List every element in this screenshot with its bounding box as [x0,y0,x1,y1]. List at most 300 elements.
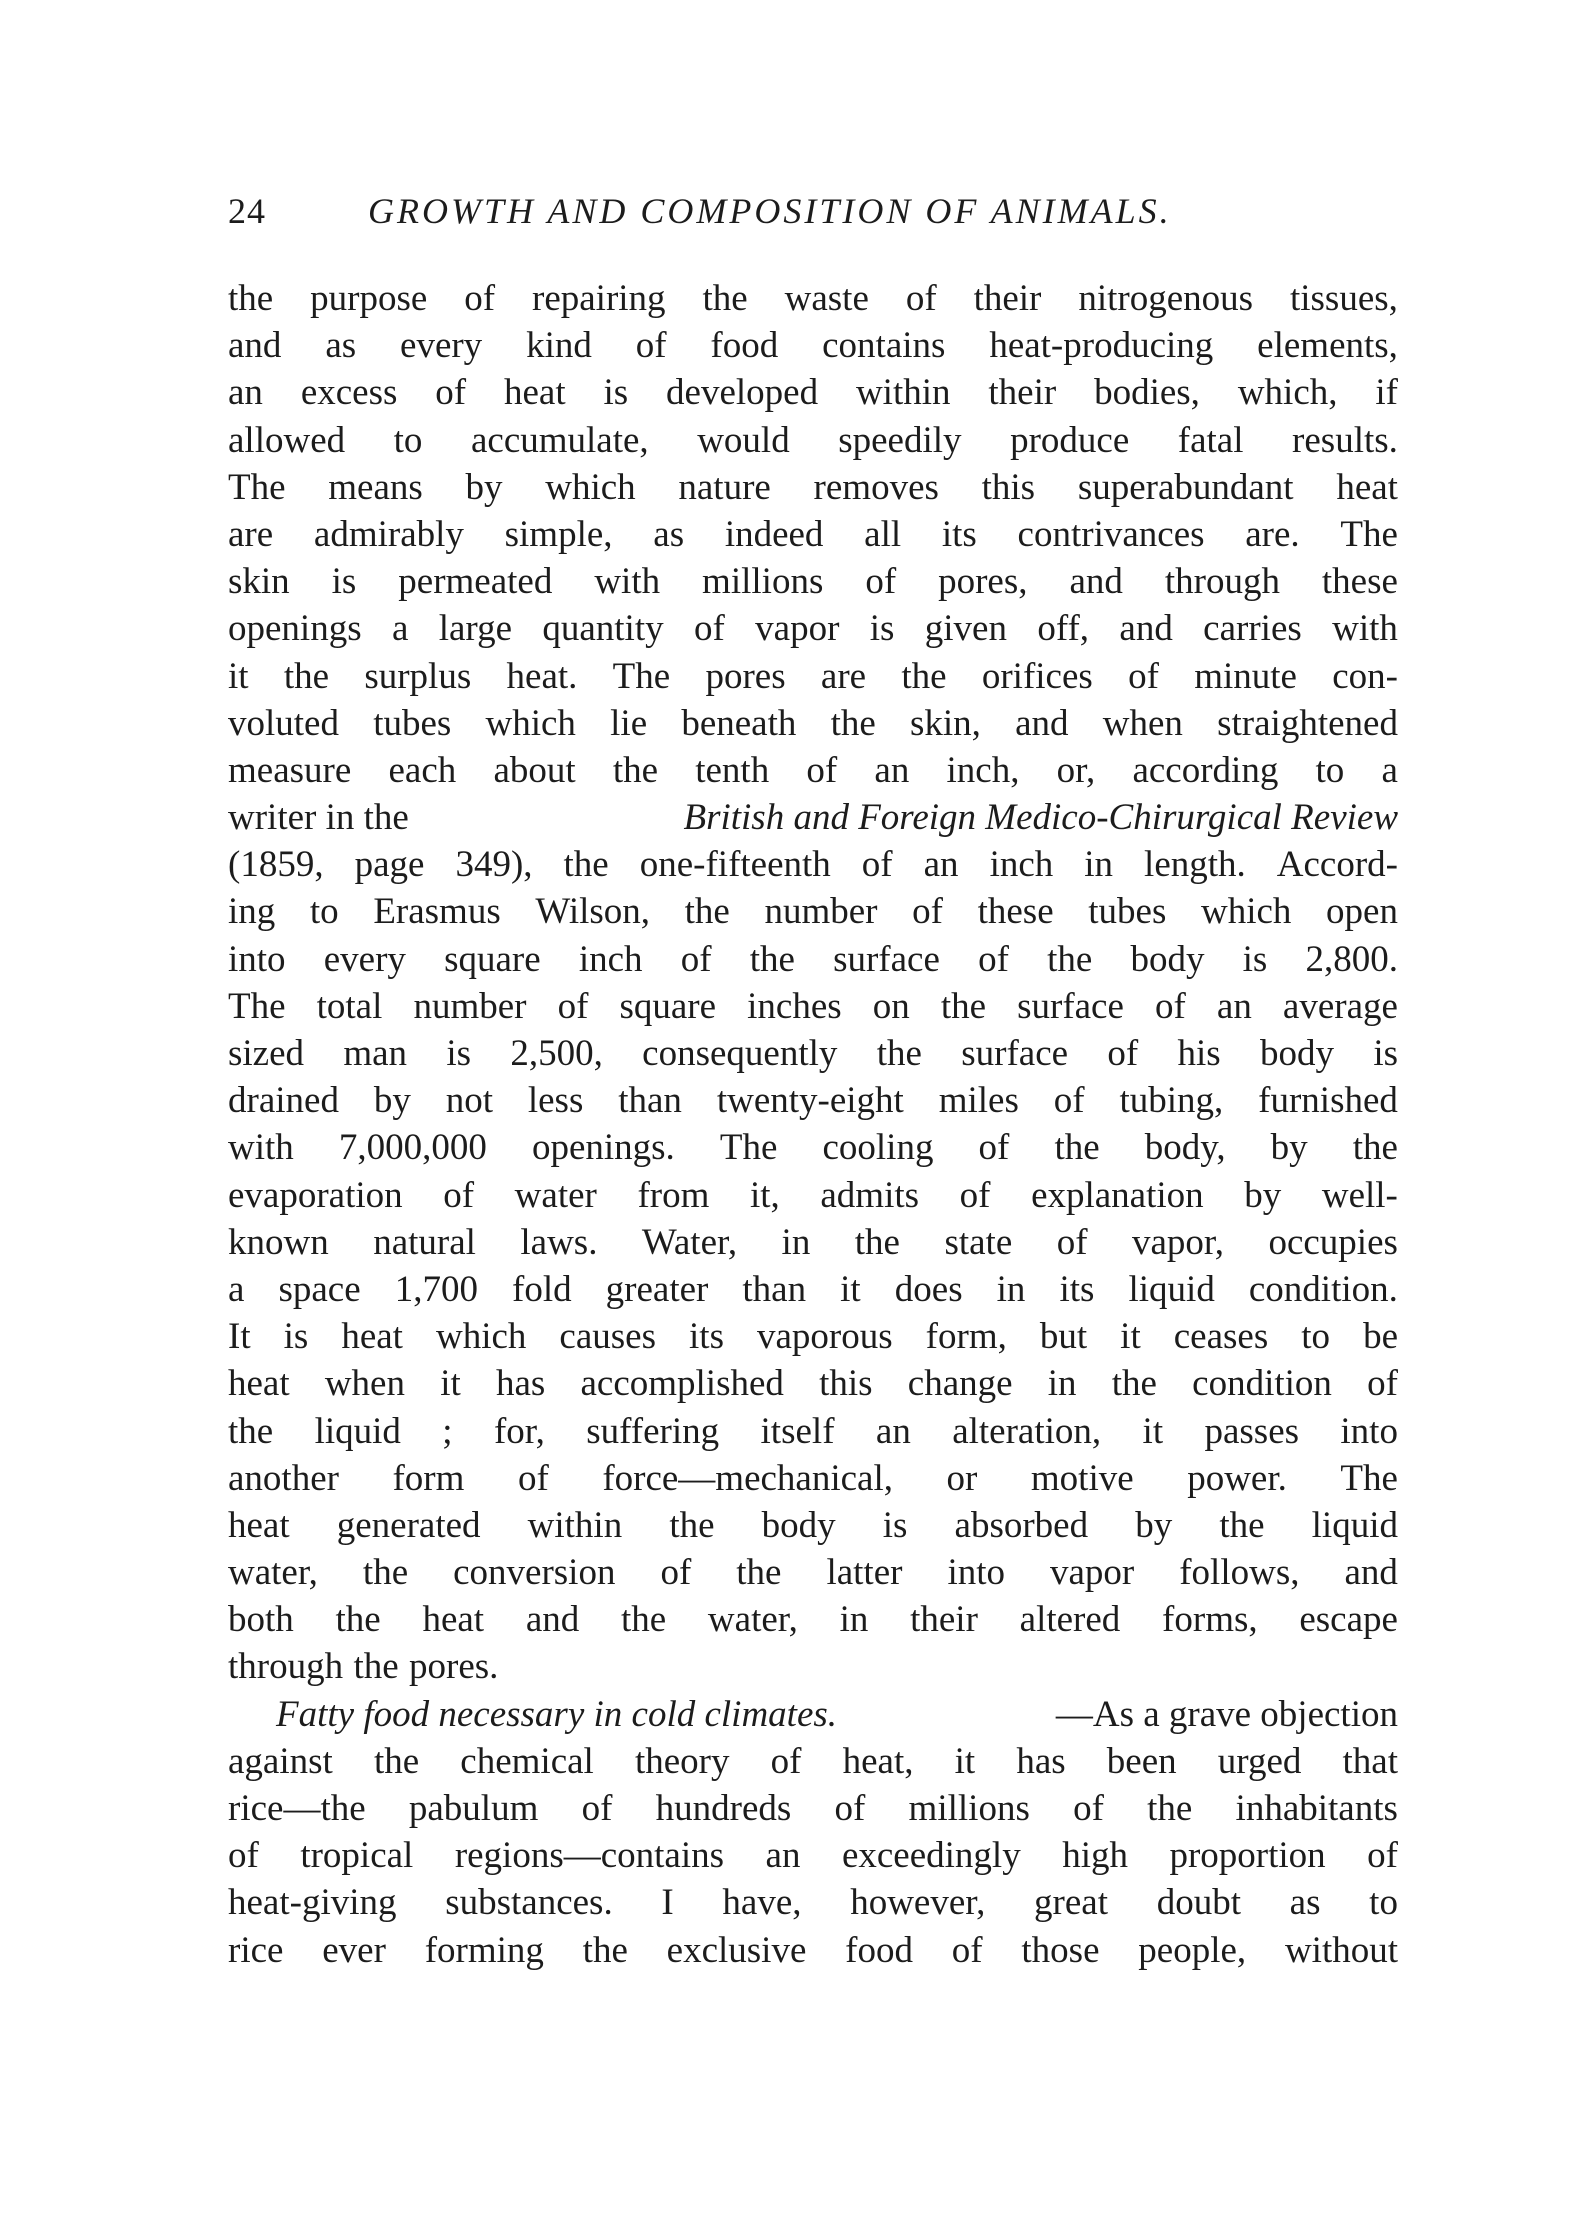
text-line [228,1219,1398,1266]
text-line [228,369,1398,416]
word: one-fifteenth [639,844,831,886]
word: and [1015,702,1069,744]
word: by [1270,1127,1308,1169]
word: contrivances [1017,513,1205,555]
word: by [1244,1174,1282,1216]
word: results. [1292,419,1398,461]
word: tenth [695,749,770,791]
word: with [228,1127,294,1169]
text-line [228,700,1398,747]
word: millions [908,1788,1030,1829]
word: twenty-eight [716,1080,904,1122]
word: force—mechanical, [602,1457,894,1499]
word: repairing [532,278,666,319]
word: is [446,1033,472,1074]
word: surface [1017,985,1124,1027]
word: water, [228,1552,318,1594]
text-line [228,275,1398,322]
word: surface [961,1033,1069,1074]
word: it [440,1363,461,1405]
word: within [527,1504,623,1546]
word: and [1344,1552,1398,1594]
word: the [854,1221,900,1263]
word: Accord- [1276,844,1398,886]
text-line [228,1502,1398,1549]
word: with [594,561,661,603]
word: cooling [822,1127,934,1169]
word: tropical [300,1835,414,1877]
paragraph-last-line [228,1643,1398,1690]
word: skin [228,561,290,603]
word: to [1301,1316,1331,1358]
word: admits [820,1174,920,1216]
word: of [1073,1788,1104,1829]
word: of [959,1174,991,1216]
word: heat-giving [228,1882,397,1924]
word: openings [228,608,362,650]
word: as [653,513,685,555]
word: each [388,749,457,791]
word: the [1147,1788,1193,1829]
word: evaporation [228,1174,403,1216]
text-line [228,322,1398,369]
word: which [485,702,576,744]
word: fold [512,1268,572,1310]
word: accumulate, [470,419,649,461]
word: which [1200,891,1292,933]
word: water, [707,1599,798,1641]
word: would [697,419,790,461]
word: of [1367,1835,1398,1877]
text-line [228,1455,1398,1502]
word: nitrogenous [1078,278,1254,319]
word: condition [1192,1363,1332,1405]
word: off, [1037,608,1090,650]
word: Water, [641,1221,738,1263]
word: not [445,1080,493,1122]
word: produce [1010,419,1130,461]
word: an [1216,985,1252,1027]
word: it [1142,1410,1164,1452]
text-line [228,605,1398,652]
word: Erasmus [373,891,501,933]
word: form, [925,1316,1007,1358]
word: every [323,938,406,980]
word: an [875,1410,911,1452]
word: causes [559,1316,656,1358]
word: proportion [1169,1835,1326,1877]
word: inch, [946,749,1020,791]
text-line [228,1124,1398,1171]
word: the [1219,1504,1265,1546]
word: it [1120,1316,1141,1358]
word: of [806,749,838,791]
word: greater [605,1268,709,1310]
word: alteration, [952,1410,1102,1452]
word: the [749,938,795,980]
word: theory [634,1740,730,1782]
word: surplus [364,655,472,697]
word: the [373,1740,420,1782]
word: by [373,1080,411,1122]
word: body, [1144,1127,1226,1169]
word: pores. [409,1646,499,1688]
word: given [924,608,1007,650]
word: excess [300,372,398,414]
word: space [278,1268,361,1310]
text-line [228,1408,1398,1455]
word: heat, [842,1740,914,1782]
word: straightened [1217,702,1398,744]
word: forming [424,1929,544,1971]
word: of [865,561,897,603]
word: into [1340,1410,1398,1452]
word: ; [442,1410,453,1452]
word: liquid [314,1410,401,1452]
word: state [944,1221,1013,1263]
text-line [228,1266,1398,1313]
word: those [1021,1929,1100,1971]
word: consequently [642,1033,838,1074]
word: laws. [520,1221,598,1263]
word: number [764,891,878,933]
word: inch [989,844,1054,886]
word: ing [228,891,276,933]
word: tubes [373,702,452,744]
word: bodies, [1094,372,1200,414]
word: square [619,985,717,1027]
word: it [228,655,249,697]
word: speedily [838,419,962,461]
word: the [736,1552,782,1594]
word: (1859, [228,844,324,886]
word: is [331,561,357,603]
text-line [228,1313,1398,1360]
word: that [1342,1740,1398,1782]
word: explanation [1031,1174,1204,1216]
word: the [563,844,609,886]
word: has [495,1363,546,1405]
word: its [941,513,977,555]
word: 1,700 [394,1268,478,1310]
word: rice—the [228,1788,366,1829]
word: length. [1144,844,1246,886]
word: page [354,844,425,886]
word: does [894,1268,963,1310]
word: square [444,938,541,980]
text-line [228,1030,1398,1077]
word: 2,500, [510,1033,603,1074]
word: these [977,891,1054,933]
word: by [1135,1504,1173,1546]
word: inch [578,938,643,980]
word: allowed [228,419,346,461]
word: well- [1321,1174,1398,1216]
word: an [765,1835,801,1877]
word: change [907,1363,1013,1405]
text-line [228,1738,1398,1785]
word: itself [760,1410,835,1452]
word: is [1242,938,1268,980]
word: motive [1030,1457,1134,1499]
word: in [1084,844,1114,886]
word: fatal [1177,419,1244,461]
word: liquid [1128,1268,1215,1310]
word: to [309,891,339,933]
word: the [612,749,659,791]
word: of [1367,1363,1398,1405]
text-line [228,1832,1398,1879]
word: without [1284,1929,1398,1971]
word: regions—contains [454,1835,725,1877]
word: is [283,1316,309,1358]
word: pabulum [408,1788,539,1829]
word: number [413,985,527,1027]
word: a [1381,749,1398,791]
word: the [228,1410,274,1452]
word: another [228,1457,339,1499]
word: of [1107,1033,1139,1074]
word: or, [1056,749,1096,791]
word: beneath [681,702,797,744]
word: The [228,985,286,1027]
word: and [1119,608,1173,650]
word: con- [1332,655,1398,697]
word: of [834,1788,866,1829]
word: the [901,655,947,697]
word: voluted [228,702,339,744]
word: this [819,1363,873,1405]
word: with [1332,608,1398,650]
word: measure [228,749,352,791]
word: waste [784,278,869,319]
word: this [981,466,1036,508]
word: has [1016,1740,1066,1782]
word: elements, [1257,325,1398,367]
word: It [228,1316,251,1358]
word: than [618,1080,682,1122]
text-line [228,558,1398,605]
word: which, [1237,372,1338,414]
word: kind [526,325,592,367]
word: heat [228,1504,290,1546]
word: inches [747,985,842,1027]
word: body [1260,1033,1334,1074]
word: the [669,1504,715,1546]
word: body [1130,938,1205,980]
word: orifices [981,655,1093,697]
word: The [1340,1457,1398,1499]
word: in [1047,1363,1077,1405]
word: the [1111,1363,1157,1405]
word: permeated [398,561,553,603]
word: tubing, [1119,1080,1224,1122]
word: lie [610,702,648,744]
word: follows, [1179,1552,1300,1594]
word: is [882,1504,908,1546]
word: the [702,278,748,319]
word: surface [833,938,940,980]
word: heat [341,1316,403,1358]
word: heat [422,1599,485,1641]
word: altered [1019,1599,1121,1641]
word: be [1363,1316,1398,1358]
word: and [228,325,282,367]
word: of [660,1552,692,1594]
section-heading-line [228,1691,1398,1738]
text-line [228,1785,1398,1832]
word: as [1289,1882,1321,1924]
word: the [876,1033,922,1074]
text-line [228,1077,1398,1124]
word: the [620,1599,667,1641]
word: removes [813,466,939,508]
word: of [228,1835,259,1877]
word: people, [1138,1929,1247,1971]
word: the [582,1929,628,1971]
text-line [228,511,1398,558]
word: conversion [453,1552,616,1594]
word: body [761,1504,836,1546]
word: ceases [1173,1316,1269,1358]
word: tissues, [1289,278,1398,319]
running-title: GROWTH AND COMPOSITION OF ANIMALS. [368,191,1172,231]
word: in [996,1268,1026,1310]
word: or [946,1457,978,1499]
word: purpose [310,278,428,319]
word: heat-producing [989,325,1214,367]
word: ever [322,1929,386,1971]
text-line [228,1549,1398,1596]
word: latter [826,1552,903,1594]
word: of [557,985,589,1027]
word: heat [503,372,566,414]
word: the [1047,938,1093,980]
word: its [1059,1268,1095,1310]
word: on [872,985,910,1027]
word: nature [678,466,771,508]
word: which [435,1316,527,1358]
word: openings. [531,1127,675,1169]
word: every [400,325,483,367]
word: of [635,325,667,367]
word: I [661,1882,674,1924]
word: into [947,1552,1006,1594]
word: 2,800. [1305,938,1398,980]
word: The [228,466,286,508]
body-text [228,275,1398,1974]
word: urged [1217,1740,1302,1782]
word: been [1106,1740,1177,1782]
word: escape [1299,1599,1398,1641]
page-number: 24 [228,191,266,231]
word: inhabitants [1235,1788,1398,1829]
word: 7,000,000 [338,1127,487,1169]
word: than [742,1268,807,1310]
word: simple, [504,513,613,555]
word: of [1053,1080,1085,1122]
word: less [527,1080,584,1122]
journal-title: British and Foreign Medico-Chirurgical Review [683,797,1398,839]
word: are. [1245,513,1300,555]
word: sized [228,1033,305,1074]
word: food [845,1929,913,1971]
word: high [1062,1835,1128,1877]
word: a [228,1268,245,1310]
word: condition. [1248,1268,1398,1310]
word: to [1369,1882,1398,1924]
word: of [1128,655,1159,697]
word: of [978,938,1009,980]
section-heading: Fatty food necessary in cold climates. [276,1693,838,1735]
word: average [1282,985,1398,1027]
word: their [910,1599,978,1641]
word: millions [702,561,824,603]
word: furnished [1258,1080,1398,1122]
word: of [912,891,943,933]
word: the [362,1552,409,1594]
word: the [684,891,730,933]
word: and [1069,561,1123,603]
word: for, [493,1410,545,1452]
word: an [874,749,910,791]
word: through [228,1646,344,1688]
word: forms, [1162,1599,1258,1641]
word: man [343,1033,408,1074]
word: of [443,1174,475,1216]
word: contains [822,325,946,367]
word: exceedingly [841,1835,1021,1877]
word: absorbed [954,1504,1089,1546]
word: the [1054,1127,1100,1169]
word: developed [666,372,819,414]
text-line-with-citation [228,794,1398,841]
word: heat [1336,466,1398,508]
word: but [1039,1316,1088,1358]
word: food [710,325,779,367]
word: indeed [724,513,824,555]
word: into [228,938,286,980]
word: against [228,1740,333,1782]
word: the [335,1599,381,1641]
word: of [1056,1221,1088,1263]
word: of [693,608,725,650]
word: carries [1203,608,1302,650]
word: great [1034,1882,1108,1924]
word: of [581,1788,613,1829]
word: power. [1187,1457,1287,1499]
word: drained [228,1080,339,1122]
word: minute [1194,655,1297,697]
word: The [612,655,671,697]
word: is [1373,1033,1398,1074]
word: of [680,938,712,980]
word: suffering [586,1410,720,1452]
word: of [905,278,937,319]
word: the [1352,1127,1398,1169]
word: liquid [1311,1504,1398,1546]
word: of [435,372,467,414]
word: 349), [455,844,533,886]
word: by [465,466,503,508]
word: of [1154,985,1186,1027]
word: his [1177,1033,1221,1074]
word: it [954,1740,976,1782]
word: to [1315,749,1345,791]
word: it [840,1268,861,1310]
text-line [228,1879,1398,1926]
word: known [228,1221,329,1263]
